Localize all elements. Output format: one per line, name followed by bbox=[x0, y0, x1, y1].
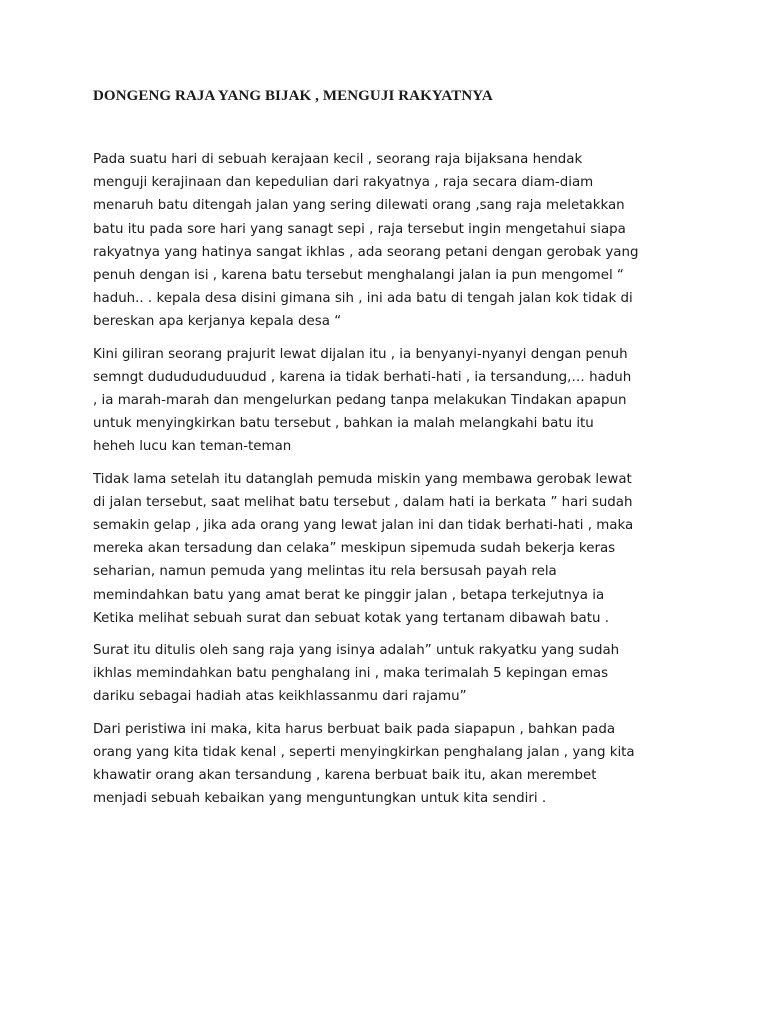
text-line: menjadi sebuah kebaikan yang menguntungkan untuk kita sendiri . bbox=[93, 791, 547, 807]
text-line: semakin gelap , jika ada orang yang lewat jalan ini dan tidak berhati-hati , maka bbox=[93, 518, 634, 534]
text-line: ikhlas memindahkan batu penghalang ini , maka terimalah 5 kepingan emas bbox=[93, 666, 609, 682]
text-line: mereka akan tersadung dan celaka” meskipun sipemuda sudah bekerja keras bbox=[93, 541, 616, 557]
text-line: haduh.. . kepala desa disini gimana sih , ini ada batu di tengah jalan kok tidak di bbox=[93, 291, 633, 307]
paragraph-1 bbox=[93, 148, 683, 334]
text-line: Tidak lama setelah itu datanglah pemuda miskin yang membawa gerobak lewat bbox=[93, 471, 632, 487]
paragraph-5 bbox=[93, 718, 683, 811]
text-line: semngt dududududuudud , karena ia tidak berhati-hati , ia tersandung,… haduh bbox=[93, 369, 632, 385]
text-line: Pada suatu hari di sebuah kerajaan kecil , seorang raja bijaksana hendak bbox=[93, 152, 583, 167]
text-line: menguji kerajinaan dan kepedulian dari rakyatnya , raja secara diam-diam bbox=[93, 175, 594, 191]
paragraph-4 bbox=[93, 639, 683, 709]
text-line: , ia marah-marah dan mengelurkan pedang tanpa melakukan Tindakan apapun bbox=[93, 393, 627, 409]
text-line: dariku sebagai hadiah atas keikhlassanmu dari rajamu” bbox=[93, 689, 467, 705]
text-line: Kini giliran seorang prajurit lewat dijalan itu , ia benyanyi-nyanyi dengan penuh bbox=[93, 346, 628, 362]
text-line: di jalan tersebut, saat melihat batu tersebut , dalam hati ia berkata ” hari sudah bbox=[93, 494, 633, 510]
text-line: seharian, namun pemuda yang melintas itu rela bersusah payah rela bbox=[93, 564, 557, 580]
text-line: heheh lucu kan teman-teman bbox=[93, 439, 292, 455]
text-line: memindahkan batu yang amat berat ke pinggir jalan , betapa terkejutnya ia bbox=[93, 587, 605, 603]
text-line: Dari peristiwa ini maka, kita harus berbuat baik pada siapapun , bahkan pada bbox=[93, 721, 616, 737]
document-title: DONGENG RAJA YANG BIJAK , MENGUJI RAKYATNYA bbox=[93, 88, 493, 104]
text-line: batu itu pada sore hari yang sanagt sepi , raja tersebut ingin mengetahui siapa bbox=[93, 221, 626, 237]
text-line: penuh dengan isi , karena batu tersebut menghalangi jalan ia pun mengomel “ bbox=[93, 268, 624, 284]
text-line: orang yang kita tidak kenal , seperti menyingkirkan penghalang jalan , yang kita bbox=[93, 744, 635, 760]
document-body bbox=[93, 148, 683, 819]
text-line: Ketika melihat sebuah surat dan sebuat kotak yang tertanam dibawah batu . bbox=[93, 610, 609, 626]
text-line: untuk menyingkirkan batu tersebut , bahkan ia malah melangkahi batu itu bbox=[93, 416, 594, 432]
paragraph-2 bbox=[93, 343, 683, 459]
text-line: Surat itu ditulis oleh sang raja yang isinya adalah” untuk rakyatku yang sudah bbox=[93, 643, 620, 659]
paragraph-3 bbox=[93, 468, 683, 630]
text-line: menaruh batu ditengah jalan yang sering dilewati orang ,sang raja meletakkan bbox=[93, 198, 625, 214]
text-line: rakyatnya yang hatinya sangat ikhlas , ada seorang petani dengan gerobak yang bbox=[93, 244, 639, 260]
text-line: bereskan apa kerjanya kepala desa “ bbox=[93, 314, 342, 330]
text-line: khawatir orang akan tersandung , karena berbuat baik itu, akan merembet bbox=[93, 768, 597, 784]
